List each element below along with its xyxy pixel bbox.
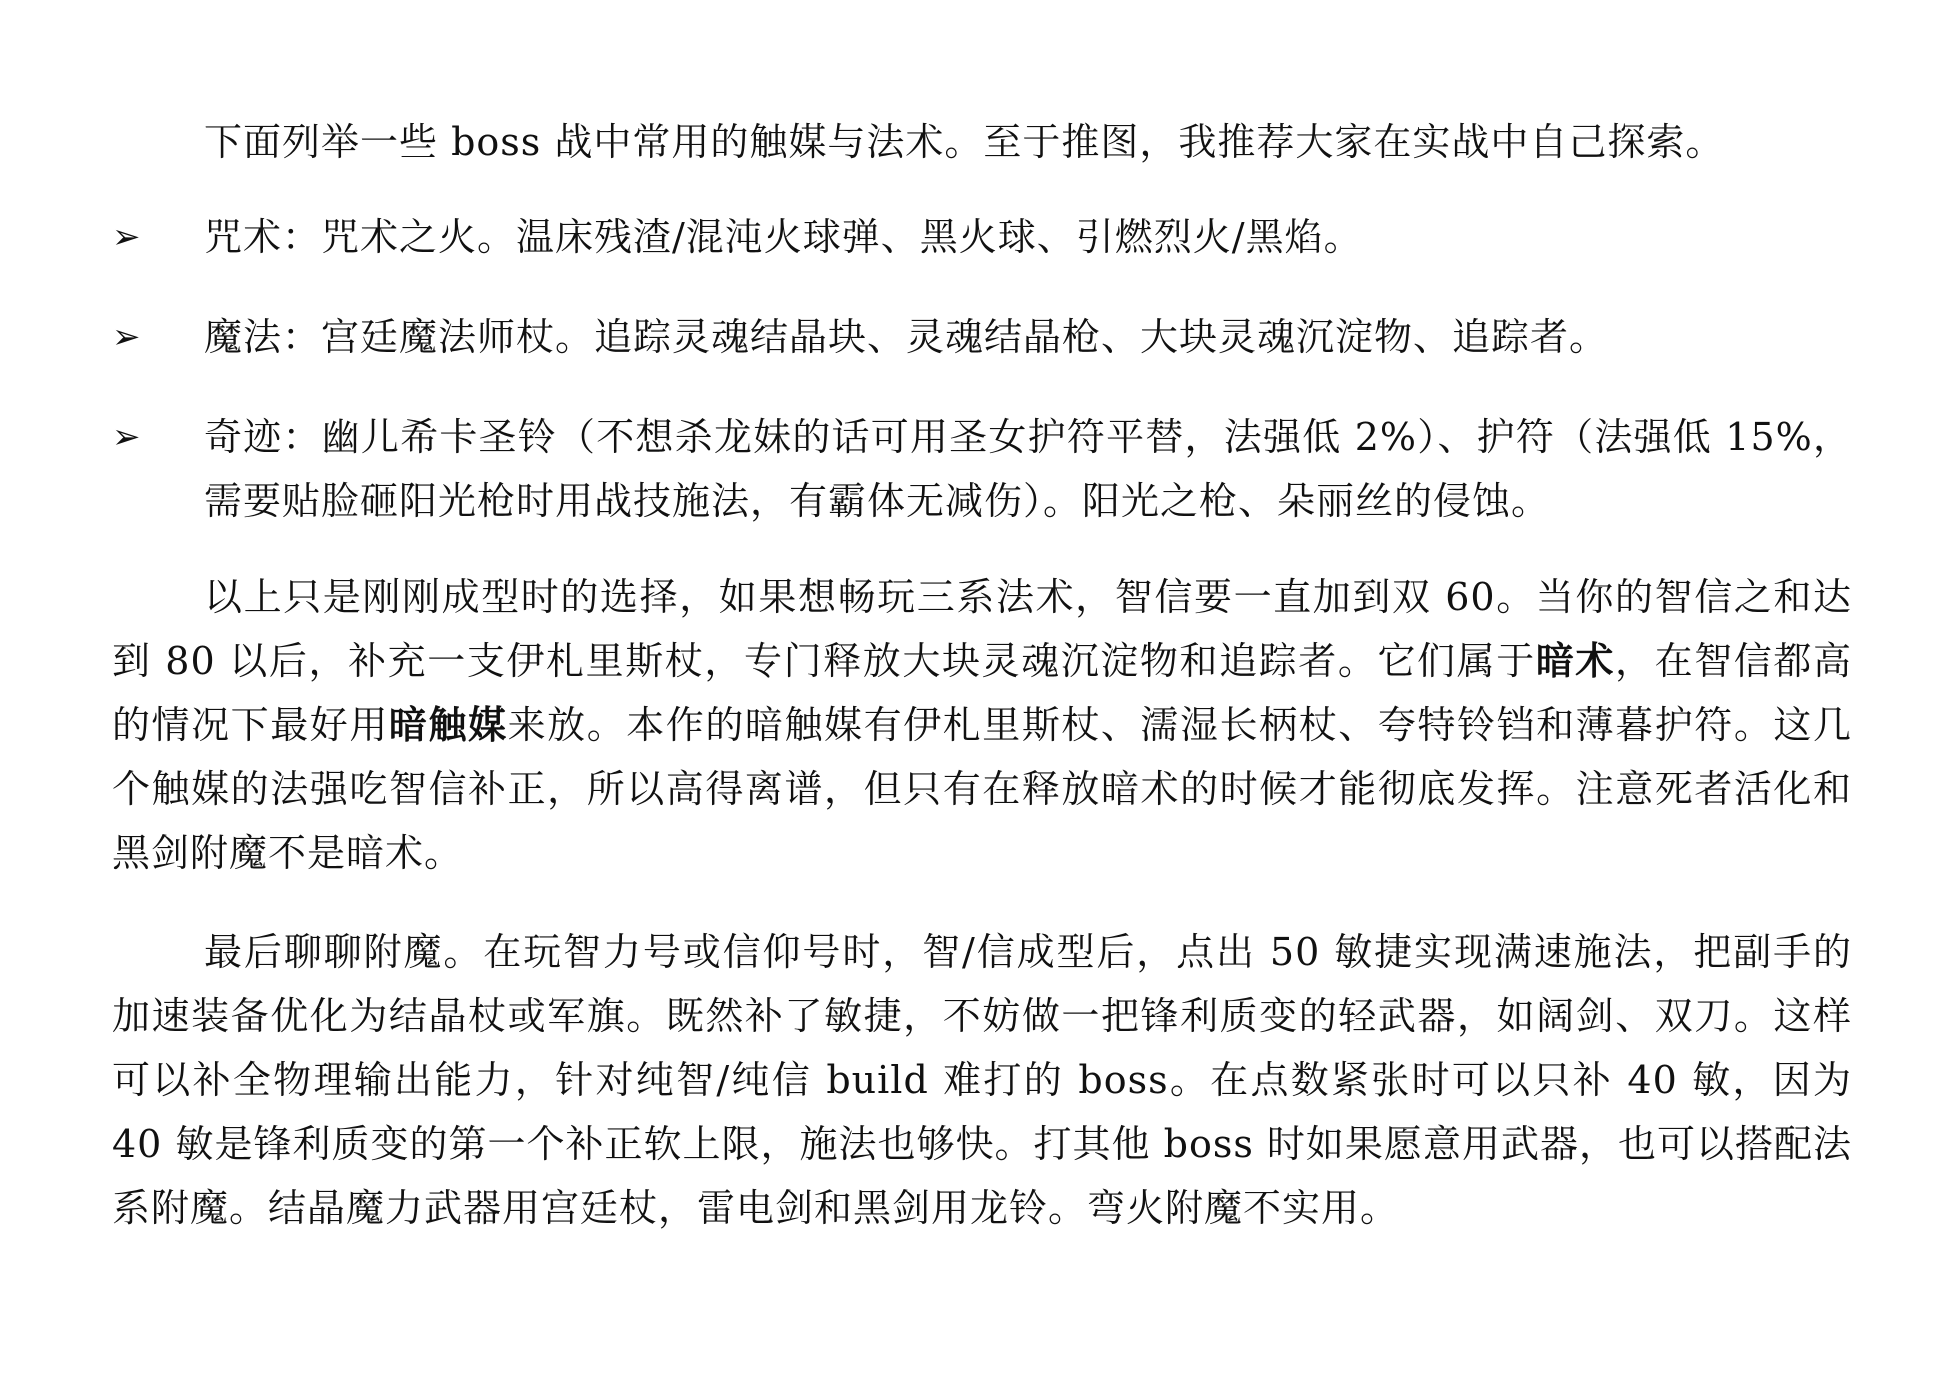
arrow-bullet-icon: ➢ [112, 417, 141, 457]
arrow-bullet-icon: ➢ [112, 317, 141, 357]
paragraph-text: 以上只是刚刚成型时的选择，如果想畅玩三系法术，智信要一直加到双 60。当你的智信之和达到 80 以后，补充一支伊札里斯杖，专门释放大块灵魂沉淀物和追踪者。它们属于 [112, 575, 1852, 683]
enchant-paragraph: 最后聊聊附魔。在玩智力号或信仰号时，智/信成型后，点出 50 敏捷实现满速施法，把副手的加速装备优化为结晶杖或军旗。既然补了敏捷，不妨做一把锋利质变的轻武器，如阔剑、双刀。这样可以补全物理输出能力，针对纯智/纯信 build 难打的 boss。在点数紧张时可以只补 40 敏，因为 40 敏是锋利质变的第一个补正软上限，施法也够快。打其他 boss 时如果愿意用武器，也可以搭配法系附魔。结晶魔力武器用宫廷杖，雷电剑和黑剑用龙铃。弯火附魔不实用。 [112, 930, 1852, 1230]
bullet-text: 奇迹：幽儿希卡圣铃（不想杀龙妹的话可用圣女护符平替，法强低 2%）、护符（法强低 15%，需要贴脸砸阳光枪时用战技施法，有霸体无减伤）。阳光之枪、朵丽丝的侵蚀。 [204, 415, 1852, 523]
bullet-item-miracle [112, 405, 1852, 533]
paragraph-text: ，在智信都高的情况下最好用 [112, 639, 1852, 747]
bullet-text: 咒术：咒术之火。温床残渣/混沌火球弹、黑火球、引燃烈火/黑焰。 [204, 215, 1363, 259]
bullet-text: 魔法：宫廷魔法师杖。追踪灵魂结晶块、灵魂结晶枪、大块灵魂沉淀物、追踪者。 [204, 315, 1609, 359]
intro-paragraph: 下面列举一些 boss 战中常用的触媒与法术。至于推图，我推荐大家在实战中自己探索。 [204, 120, 1725, 164]
bold-term-dark-sorcery: 暗术 [1535, 638, 1616, 683]
arrow-bullet-icon: ➢ [112, 217, 141, 257]
bullet-item-curse [112, 205, 1852, 269]
bullet-item-magic [112, 305, 1852, 369]
paragraph-text: 来放。本作的暗触媒有伊札里斯杖、濡湿长柄杖、夸特铃铛和薄暮护符。这几个触媒的法强吃智信补正，所以高得离谱，但只有在释放暗术的时候才能彻底发挥。注意死者活化和黑剑附魔不是暗术。 [112, 703, 1852, 875]
catalyst-paragraph [112, 565, 1852, 885]
bold-term-dark-catalyst: 暗触媒 [388, 702, 508, 747]
